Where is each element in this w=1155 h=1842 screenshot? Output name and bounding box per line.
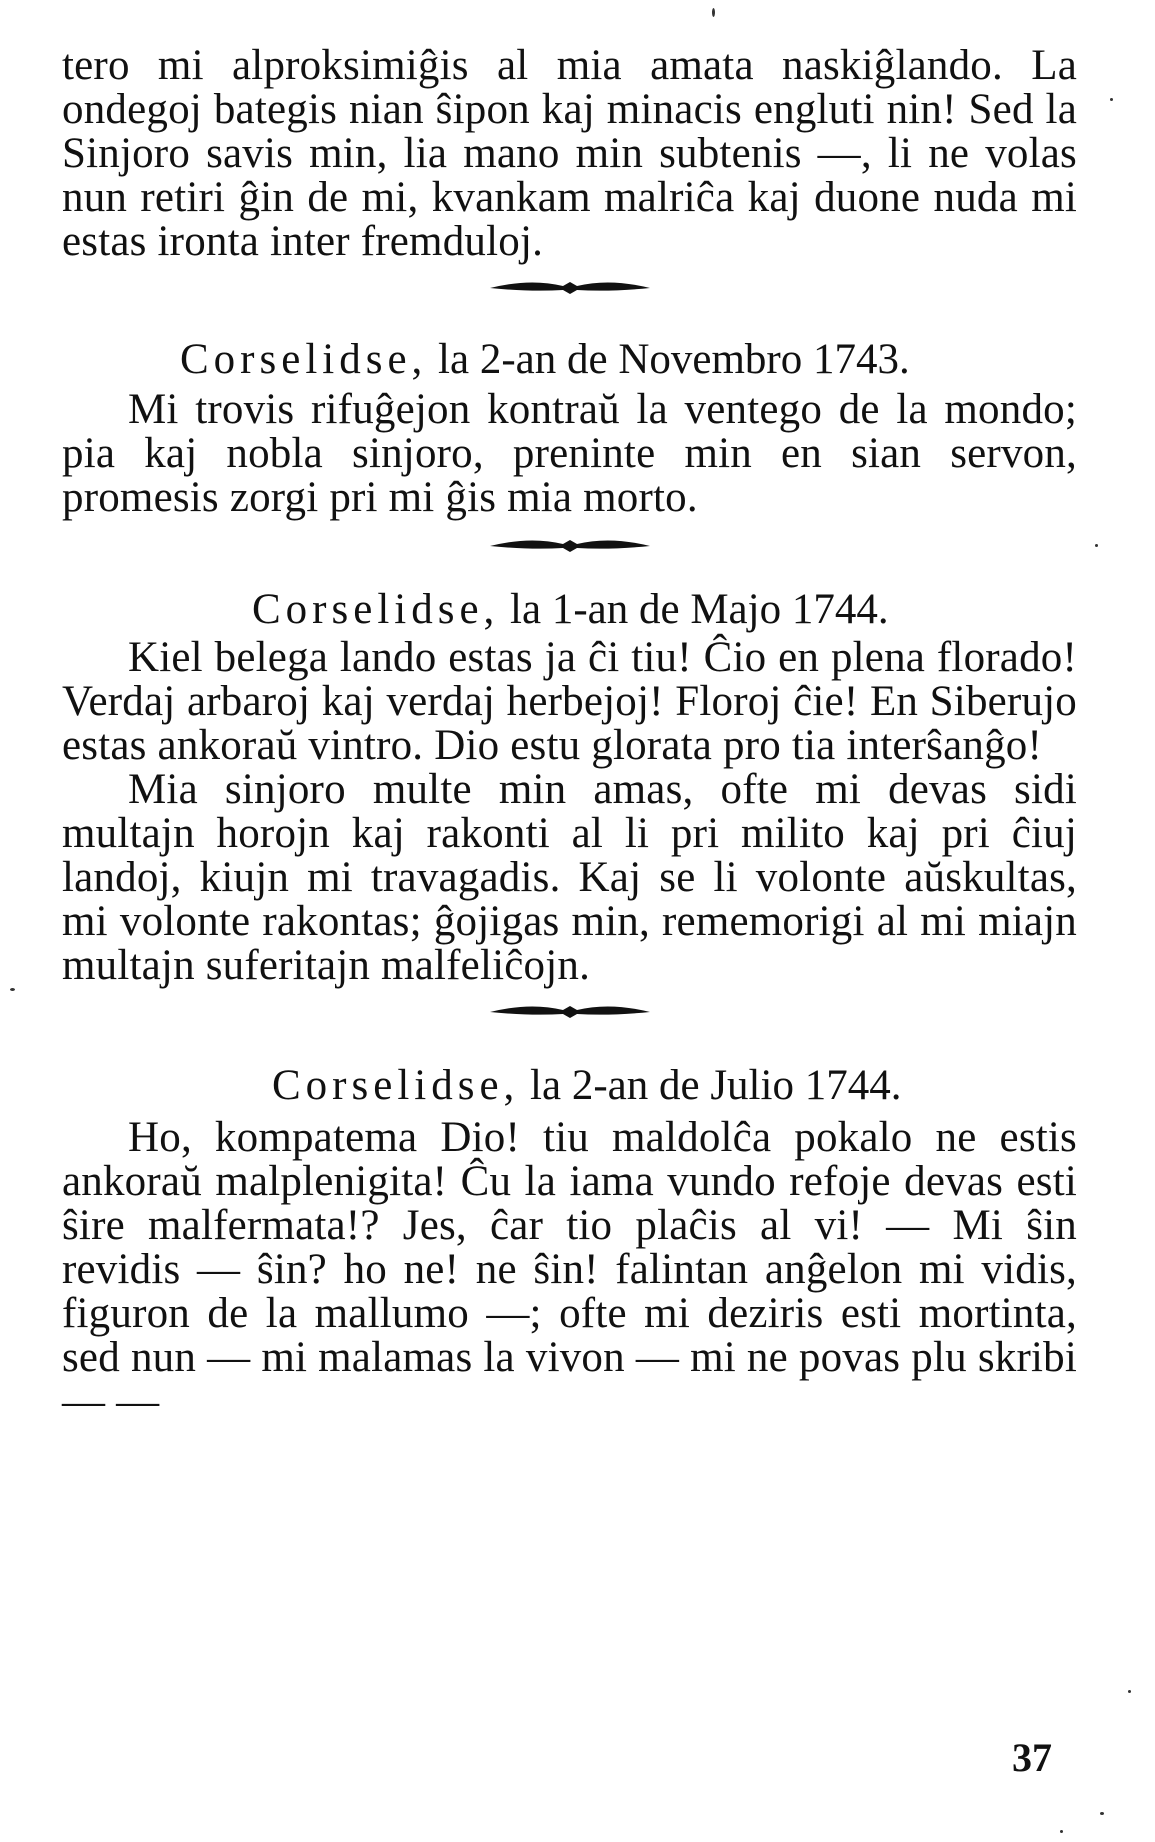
paragraph: Mi trovis rifuĝejon kontraŭ la ventego de la mondo; pia kaj nobla sinjoro, preninte min en sian servon, promesis zorgi pri mi ĝis mia morto. <box>62 386 1077 521</box>
entry-place: Corselidse, <box>252 586 500 633</box>
page-body <box>62 44 1077 1424</box>
page-number: 37 <box>1012 1735 1052 1780</box>
print-speck <box>1060 1830 1063 1833</box>
entry-date: la 1-an de Majo 1744. <box>510 586 889 633</box>
print-speck <box>1110 98 1113 101</box>
paragraph: Ho, kompatema Dio! tiu maldolĉa pokalo ne estis ankoraŭ malplenigita! Ĉu la iama vundo refoje devas esti ŝire malfermata!? Jes, ĉar tio plaĉis al vi! — Mi ŝin revidis — ŝin? ho ne! ne ŝin! falintan anĝelon mi vidis, figuron de la mallumo —; ofte mi deziris esti mortinta, sed nun — mi malamas la vivon — mi ne povas plu skribi — — <box>62 1114 1077 1425</box>
entry-date: la 2-an de Novembro 1743. <box>438 336 910 383</box>
entry-place: Corselidse, <box>180 336 428 383</box>
print-speck <box>1095 544 1098 547</box>
divider-ornament <box>485 526 655 564</box>
entry-heading <box>62 336 1077 384</box>
divider-ornament <box>485 268 655 306</box>
divider-ornament <box>485 992 655 1030</box>
print-speck <box>1128 1690 1131 1693</box>
paragraph: Kiel belega lando estas ja ĉi tiu! Ĉio en plena florado! Verdaj arbaroj kaj verdaj herbejoj! Floroj ĉie! En Siberujo estas ankoraŭ vintro. Dio estu glorata pro tia interŝanĝo! <box>62 634 1077 769</box>
print-speck <box>1100 1812 1104 1815</box>
entry-heading <box>62 586 1077 634</box>
entry-heading <box>62 1062 1077 1110</box>
print-speck <box>712 8 715 17</box>
print-speck <box>10 988 15 991</box>
entry-place: Corselidse, <box>272 1062 520 1109</box>
paragraph: tero mi alproksimiĝis al mia amata naskiĝlando. La ondegoj bategis nian ŝipon kaj minacis engluti nin! Sed la Sinjoro savis min, lia mano min subtenis —, li ne volas nun retiri ĝin de mi, kvankam malriĉa kaj duone nuda mi estas ironta inter fremduloj. <box>62 42 1077 265</box>
paragraph: Mia sinjoro multe min amas, ofte mi devas sidi multajn horojn kaj rakonti al li pri milito kaj pri ĉiuj landoj, kiujn mi travagadis. Kaj se li volonte aŭskultas, mi volonte rakontas; ĝojigas min, rememorigi al mi miajn multajn suferitajn malfeliĉojn. <box>62 766 1077 989</box>
entry-date: la 2-an de Julio 1744. <box>530 1062 902 1109</box>
